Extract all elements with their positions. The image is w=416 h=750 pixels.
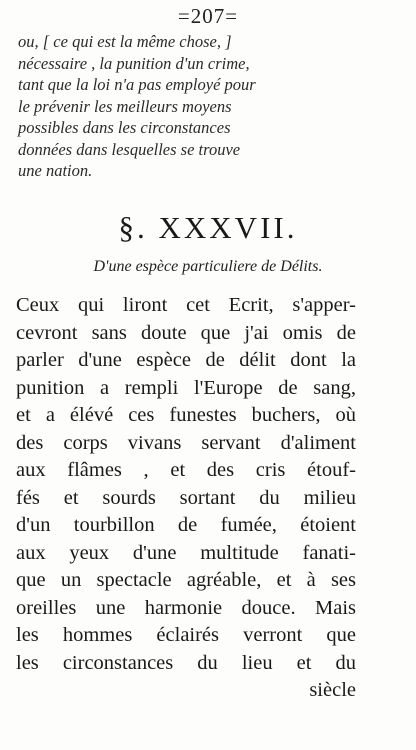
text-line: nécessaire , la punition d'un crime, [18, 53, 250, 73]
text-line: des corps vivans servant d'aliment [16, 431, 356, 454]
text-line: punition a rempli l'Europe de sang, [16, 376, 356, 399]
text-line: le prévenir les meilleurs moyens [18, 96, 232, 116]
text-line: cevront sans doute que j'ai omis de [16, 321, 356, 344]
text-line: Ceux qui liront cet Ecrit, s'apper- [16, 294, 356, 316]
text-line: données dans lesquelles se trouve [18, 139, 241, 159]
section-title: §. XXXVII. [118, 210, 298, 245]
text-line: possibles dans les circonstances [18, 118, 231, 137]
text-line: parler d'une espèce de délit dont la [16, 349, 356, 371]
text-line: fés et sourds sortant du milieu [16, 486, 356, 509]
text-line: les hommes éclairés verront que [16, 624, 356, 646]
text-line: tant que la loi n'a pas employé pour [18, 75, 256, 94]
text-line: aux yeux d'une multitude fanati- [16, 541, 356, 564]
body-paragraph [16, 292, 356, 705]
text-line: et a élévé ces funestes buchers, où [16, 404, 356, 426]
text-line: que un spectacle agréable, et à ses [16, 569, 356, 591]
text-line: aux flâmes , et des cris étouf- [16, 459, 356, 481]
text-line: ou, [ ce qui est la même chose, ] [18, 32, 232, 51]
text-line: siècle [309, 679, 356, 701]
continuation-paragraph [18, 31, 348, 182]
page-number: =207= [177, 4, 239, 28]
section-subtitle: D'une espèce particuliere de Délits. [93, 258, 323, 275]
text-line: d'un tourbillon de fumée, étoient [16, 514, 356, 536]
text-line: les circonstances du lieu et du [16, 651, 356, 674]
text-line: une nation. [18, 161, 93, 180]
text-line: oreilles une harmonie douce. Mais [16, 596, 356, 619]
